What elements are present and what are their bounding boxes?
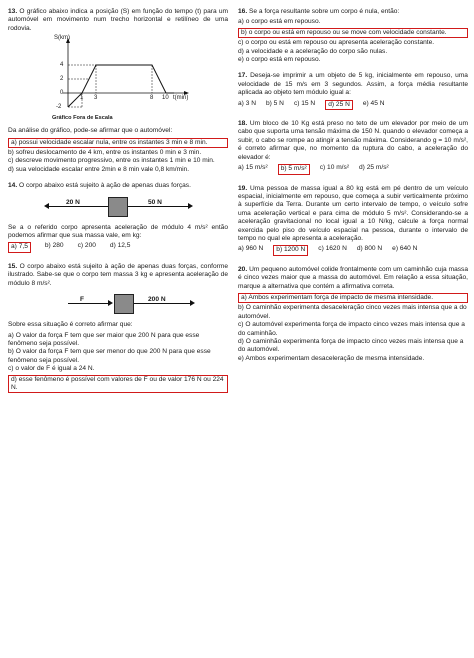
question-17 (238, 72, 468, 97)
option-d[interactable]: d) O caminhão experimenta força de impacto cinco vezes mais intensa que a do automóvel. (238, 338, 464, 354)
y-tick: -2 (56, 104, 62, 111)
option-a[interactable]: a) O valor da força F tem que ser maior que 200 N para que esse fenômeno seja possível. (8, 331, 200, 347)
question-number: 18. (238, 120, 248, 128)
x-tick: 8 (150, 95, 154, 102)
position-time-graph (8, 35, 228, 127)
option-d[interactable]: d) 12,5 (109, 242, 131, 250)
option-e[interactable]: e) 640 N (392, 245, 418, 253)
y-tick: 4 (60, 62, 64, 69)
options-row (8, 242, 228, 252)
option-d-highlighted[interactable]: d) esse fenômeno é possível com valores de F ou de valor 176 N ou 224 N. (8, 375, 228, 394)
question-prompt: Da análise do gráfico, pode-se afirmar que o automóvel: (8, 127, 173, 135)
question-text: Se a o referido corpo apresenta aceleração de módulo 4 m/s² então podemos afirmar que sua massa vale, em kg: (8, 223, 228, 240)
question-prompt: Sobre essa situação é correto afirmar que: (8, 321, 133, 329)
question-19 (238, 185, 468, 244)
option-b-highlighted[interactable]: b) 5 m/s² (278, 164, 310, 174)
option-d-highlighted[interactable]: d) 25 N (325, 100, 353, 110)
question-number: 14. (8, 182, 18, 190)
question-number: 13. (8, 8, 18, 15)
question-15 (8, 263, 228, 288)
option-d[interactable]: d) a velocidade e a aceleração do corpo são nulas. (238, 47, 388, 55)
question-number: 16. (238, 8, 248, 15)
y-tick: 2 (60, 76, 64, 83)
option-a[interactable]: a) o corpo está em repouso. (238, 18, 321, 26)
question-number: 19. (238, 184, 248, 192)
option-c[interactable]: c) 10 m/s² (319, 164, 350, 172)
option-e[interactable]: e) o corpo está em repouso. (238, 56, 321, 64)
question-18 (238, 120, 468, 162)
right-column (238, 8, 468, 363)
option-c[interactable]: c) descreve movimento progressivo, entre os instantes 1 min e 10 min. (8, 157, 215, 165)
options-row (238, 100, 468, 110)
x-tick: 10 (162, 95, 169, 102)
left-column (8, 8, 228, 394)
option-a[interactable]: a) 3 N (238, 99, 256, 107)
option-a-highlighted[interactable]: a) 7,5 (8, 242, 31, 252)
option-e[interactable]: e) 45 N (362, 99, 385, 107)
option-b[interactable]: b) sofreu deslocamento de 4 km, entre os instantes 0 min e 3 min. (8, 149, 202, 157)
option-c[interactable]: c) O automóvel experimenta força de impacto cinco vezes mais intensa que a do caminhão. (238, 321, 465, 337)
question-13 (8, 8, 228, 33)
option-b-highlighted[interactable]: b) 1200 N (273, 245, 308, 255)
force-diagram-14 (8, 194, 228, 220)
option-c[interactable]: c) 15 N (293, 99, 316, 107)
block-icon (108, 197, 128, 217)
option-c[interactable]: c) o valor de F é igual a 24 N. (8, 365, 95, 373)
question-text: Um bloco de 10 Kg está preso no teto de um elevador por meio de um cabo que suporta uma tensão máxima de 150 N. quando o elevador começa a subir, o cabo se rompe ao atingir a tensão máxima. Considerando g = 10 m/s², é correto afirmar que, no momento da ruptura do cabo, a aceleração do elevador é: (238, 120, 468, 161)
force-right-label: 50 N (148, 198, 162, 206)
y-tick: 0 (60, 90, 64, 97)
graph-caption: Gráfico Fora de Escala (52, 115, 113, 122)
force-right-label: 200 N (148, 296, 166, 304)
question-text: Um pequeno automóvel colide frontalmente com um caminhão cuja massa é cinco vezes maior que a massa do automóvel. Em relação a essa situação, marque a alternativa que contém a afirmativa correta. (238, 265, 468, 290)
option-b[interactable]: b) 280 (44, 242, 64, 250)
option-b[interactable]: b) O valor da força F tem que ser menor do que 200 N para que esse fenômeno seja possível. (8, 348, 211, 364)
question-14 (8, 182, 228, 190)
options-row (238, 245, 468, 255)
option-b[interactable]: b) O caminhão experimenta desaceleração cinco vezes mais intensa que a do automóvel. (238, 304, 467, 320)
question-text: O corpo abaixo está sujeito à ação de apenas duas forças, conforme ilustrado. Sabe-se que o corpo tem massa 3 kg e apresenta aceleração de módulo 8 m/s². (8, 262, 228, 287)
option-a-highlighted[interactable]: a) possui velocidade escalar nula, entre os instantes 3 min e 8 min. (8, 138, 228, 148)
option-a-highlighted[interactable]: a) Ambos experimentam força de impacto de mesma intensidade. (238, 293, 468, 303)
options-row (238, 164, 468, 174)
question-text: O corpo abaixo está sujeito à ação de apenas duas forças. (19, 182, 191, 190)
option-c[interactable]: c) o corpo ou está em repouso ou apresenta aceleração constante. (238, 39, 435, 47)
y-axis-label: S(km) (54, 35, 70, 42)
question-number: 20. (238, 265, 248, 273)
x-axis-label: t(min) (173, 95, 189, 102)
block-icon (114, 294, 134, 314)
question-text: Se a força resultante sobre um corpo é nula, então: (249, 8, 400, 15)
option-c[interactable]: c) 1620 N (318, 245, 347, 253)
option-b[interactable]: b) 5 N (265, 99, 284, 107)
x-tick: 3 (94, 95, 98, 102)
option-b-highlighted[interactable]: b) o corpo ou está em repouso ou se move com velocidade constante. (238, 28, 468, 38)
graph-svg (8, 35, 208, 121)
option-a[interactable]: a) 960 N (238, 245, 264, 253)
question-16 (238, 8, 468, 16)
question-number: 17. (238, 72, 248, 80)
force-left-label: F (80, 296, 85, 304)
option-e[interactable]: e) Ambos experimentam desaceleração de mesma intensidade. (238, 354, 425, 362)
option-a[interactable]: a) 15 m/s² (238, 164, 268, 172)
x-tick: 1 (80, 95, 84, 102)
question-20 (238, 266, 468, 291)
force-left-label: 20 N (66, 198, 80, 206)
option-c[interactable]: c) 200 (77, 242, 96, 250)
question-text: Uma pessoa de massa igual a 80 kg está em pé dentro de um veículo espacial, inicialmente em repouso, que começa a subir verticalmente próximo à superfície da Terra. Durante um certo intervalo de tempo, o veículo sofre uma aceleração vertical e para cima de módulo 5 m/s². Considerando-se a aceleração gravitacional no local igual a 10 N/kg, calcule a força normal exercida pelo piso do veículo espacial na pessoa, durante o intervalo de tempo no qual ele apresenta a aceleração. (238, 184, 468, 242)
question-text: Deseja-se imprimir a um objeto de 5 kg, inicialmente em repouso, uma velocidade de 15 m/s em 3 segundos. Assim, a força média resultante aplicada ao objeto tem módulo igual a: (238, 72, 468, 97)
question-text: O gráfico abaixo indica a posição (S) em função do tempo (t) para um automóvel em movimento num trecho horizontal e retilíneo de uma rodovia. (8, 8, 228, 32)
force-diagram-15 (8, 291, 228, 317)
option-d[interactable]: d) sua velocidade escalar entre 2min e 8 min vale 0,8 km/min. (8, 165, 190, 173)
question-number: 15. (8, 262, 18, 270)
option-d[interactable]: d) 25 m/s² (359, 164, 389, 172)
option-d[interactable]: d) 800 N (356, 245, 383, 253)
